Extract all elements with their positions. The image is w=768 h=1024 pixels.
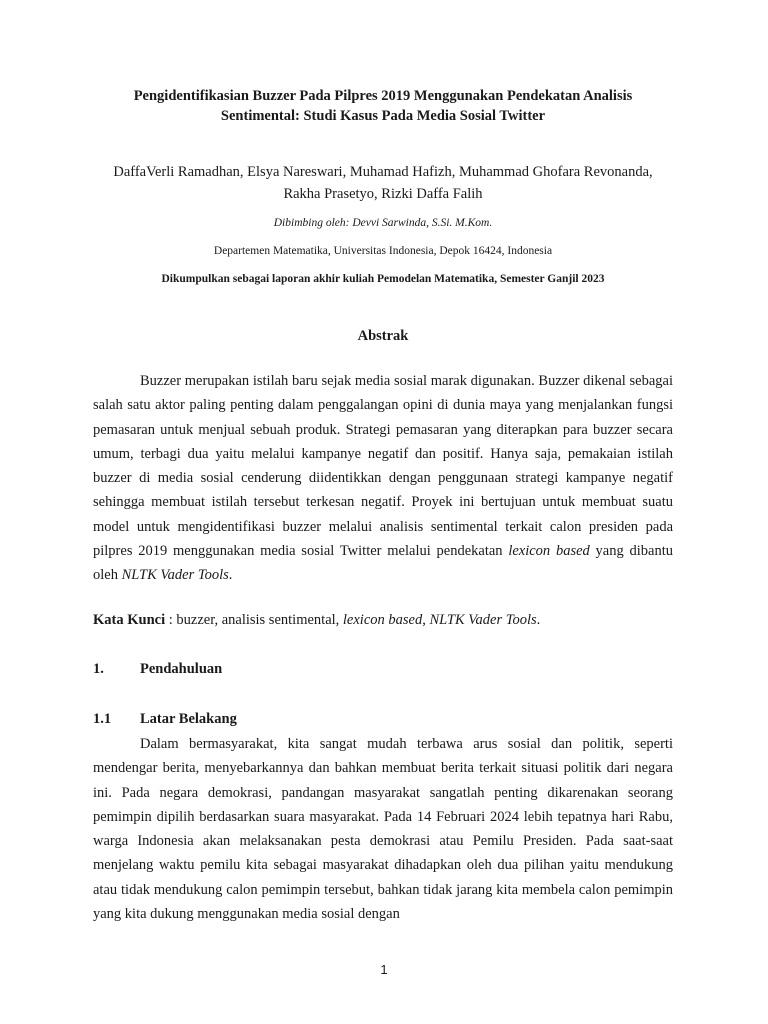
section-title: Pendahuluan [140,661,223,677]
abstract-italic-nltk: NLTK Vader Tools [121,567,229,584]
keywords-line [93,608,673,632]
subsection-number: 1.1 [93,711,112,727]
keywords-separator: , [422,612,430,628]
keywords-prefix: : buzzer, analisis sentimental, [165,612,343,628]
section-heading-pendahuluan [93,658,673,680]
author-list [93,161,673,205]
author-list-line-1: DaffaVerli Ramadhan, Elsya Nareswari, Muhamad Hafizh, Muhammad Ghofara Revonanda, [113,164,653,180]
affiliation-line: Departemen Matematika, Universitas Indonesia, Depok 16424, Indonesia [213,245,553,257]
keyword-nltk: NLTK Vader Tools [429,612,537,628]
paper-title-line-1: Pengidentifikasian Buzzer Pada Pilpres 2019 Menggunakan Pendekatan Analisis [133,88,633,104]
advisor-line: Dibimbing oleh: Devvi Sarwinda, S.Si. M.Kom. [273,217,493,229]
submission-note: Dikumpulkan sebagai laporan akhir kuliah Pemodelan Matematika, Semester Ganjil 2023 [161,273,605,285]
abstract-text-mid: yang dibantu oleh [93,543,673,584]
keywords-end: . [536,612,541,628]
abstract-heading: Abstrak [357,328,409,344]
page-number: 1 [380,962,388,977]
abstract-paragraph [93,369,673,588]
paper-title-line-2: Sentimental: Studi Kasus Pada Media Sosial Twitter [220,108,546,124]
abstract-text-end: . [228,567,233,584]
subsection-heading-latar-belakang [93,708,673,730]
author-list-line-2: Rakha Prasetyo, Rizki Daffa Falih [283,186,483,202]
abstract-italic-lexicon: lexicon based [508,543,590,560]
keyword-lexicon: lexicon based [342,612,423,628]
subsection-title: Latar Belakang [140,711,237,727]
latar-belakang-paragraph: Dalam bermasyarakat, kita sangat mudah terbawa arus sosial dan politik, seperti mendengar berita, menyebarkannya dan bahkan membuat berita terkait situasi politik dari negara ini. Pada negara demokrasi, pandangan masyarakat sangatlah penting dikarenakan seorang pemimpin dipilih berdasarkan suara masyarakat. Pada 14 Februari 2024 lebih tepatnya hari Rabu, warga Indonesia akan melaksanakan pesta demokrasi atau Pemilu Presiden. Pada saat-saat menjelang waktu pemilu kita sebagai masyarakat dihadapkan oleh dua pilihan yaitu mendukung atau tidak mendukung calon pemimpin tersebut, bahkan tidak jarang kita membela calon pemimpin yang kita dukung menggunakan media sosial dengan [93,736,673,923]
abstract-text: Buzzer merupakan istilah baru sejak media sosial marak digunakan. Buzzer dikenal sebagai salah satu aktor paling penting dalam penggalangan opini di dunia maya yang menjalankan fungsi pemasaran untuk menjual sebuah produk. Strategi pemasaran yang diterapkan para buzzer secara umum, terbagi dua yaitu melalui kampanye negatif dan positif. Hanya saja, pemakaian istilah buzzer di media sosial cenderung diidentikkan dengan penggunaan strategi kampanye negatif sehingga membuat istilah tersebut terkesan negatif. Proyek ini bertujuan untuk membuat suatu model untuk mengidentifikasi buzzer melalui analisis sentimental terkait calon presiden pada pilpres 2019 menggunakan media sosial Twitter melalui pendekatan [93,373,673,560]
section-number: 1. [93,661,104,677]
keywords-label: Kata Kunci [93,612,166,628]
paper-title [93,86,673,126]
